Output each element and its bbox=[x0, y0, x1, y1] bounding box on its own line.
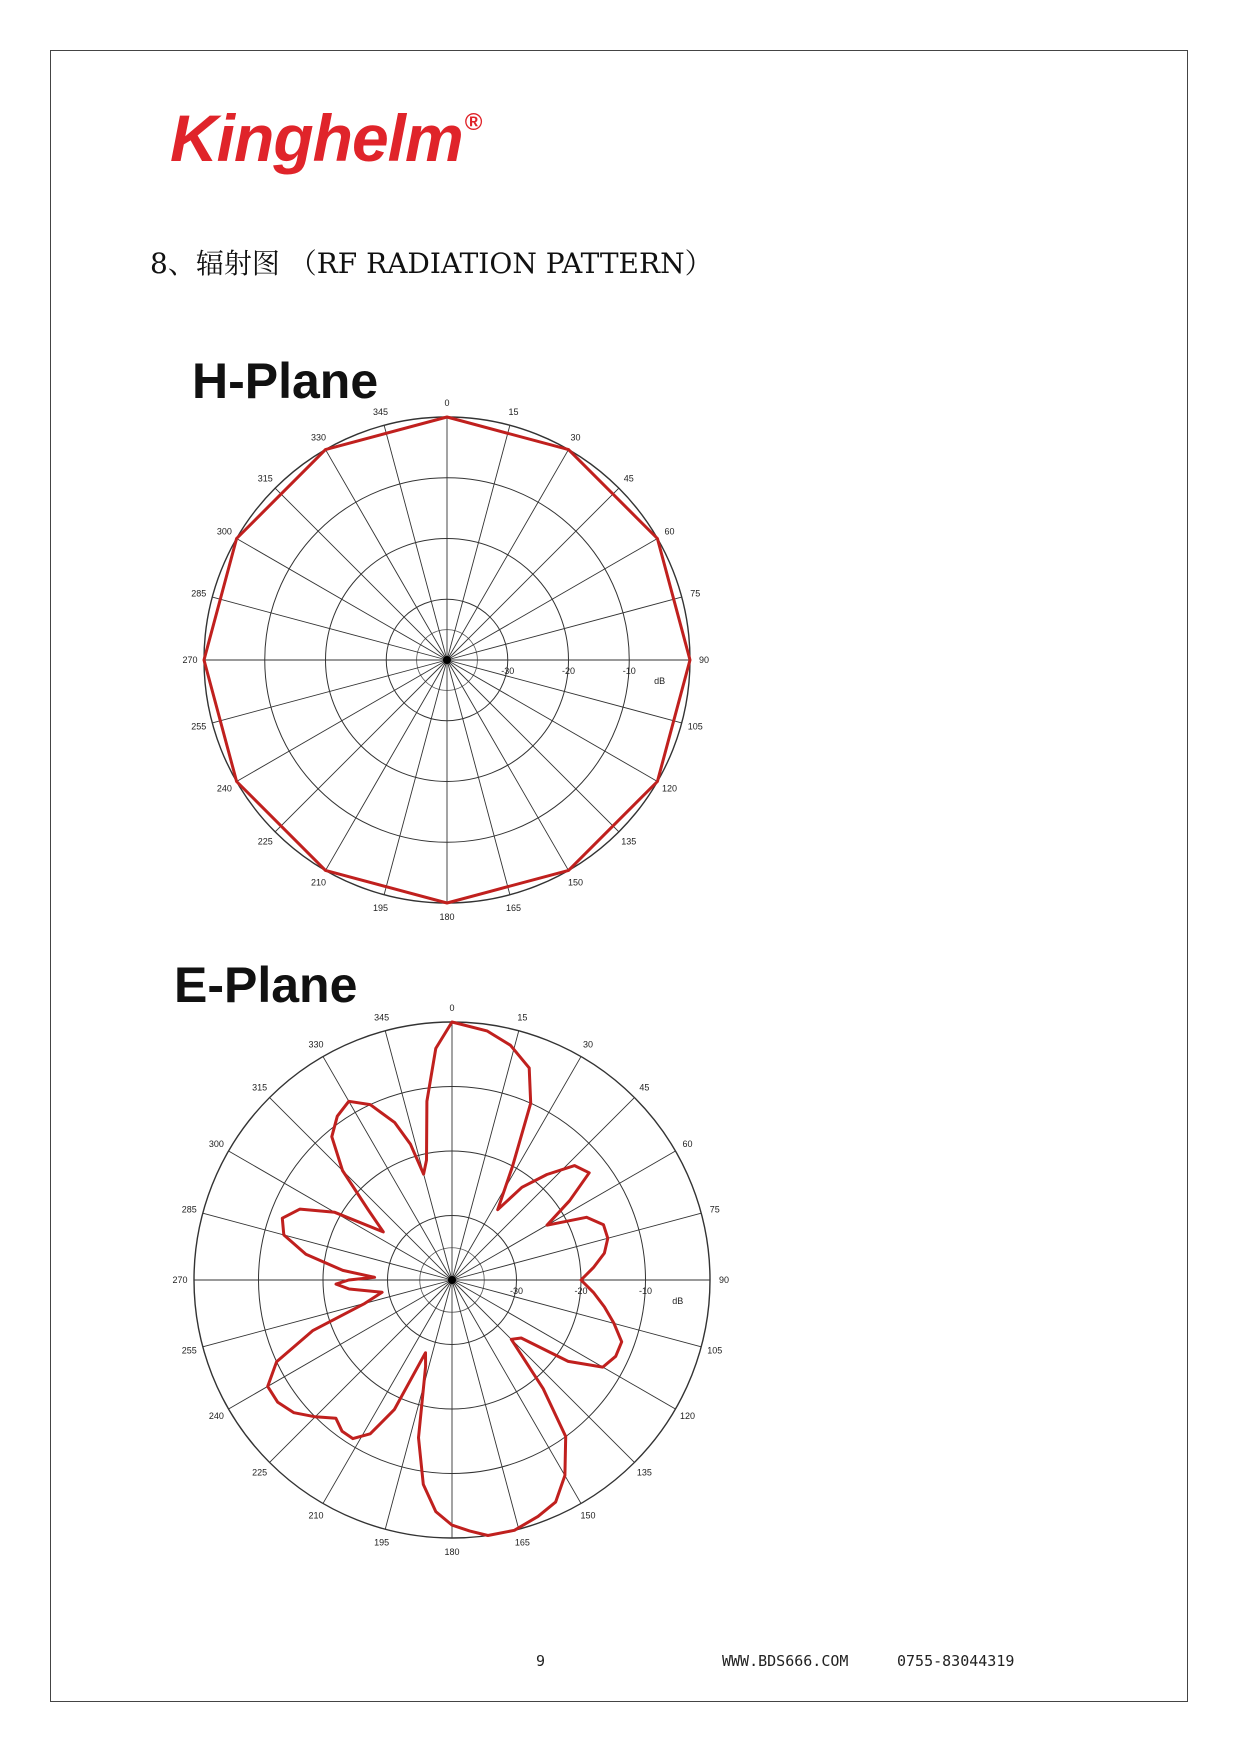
angle-tick-label: 0 bbox=[444, 398, 450, 408]
angle-tick-label: 75 bbox=[690, 588, 701, 599]
angle-tick-label: 225 bbox=[252, 1467, 268, 1478]
polar-spoke bbox=[326, 660, 448, 870]
h-plane-title: H-Plane bbox=[192, 353, 379, 409]
polar-spoke bbox=[275, 660, 447, 832]
angle-tick-label: 150 bbox=[567, 877, 584, 888]
angle-tick-label: 180 bbox=[444, 1547, 460, 1557]
angle-tick-label: 195 bbox=[374, 1537, 390, 1548]
polar-spoke bbox=[384, 425, 447, 660]
angle-tick-label: 285 bbox=[191, 588, 207, 599]
e-plane-polar-chart bbox=[172, 1003, 740, 1560]
polar-spoke bbox=[452, 1280, 675, 1409]
polar-spoke bbox=[452, 1280, 581, 1503]
polar-spoke bbox=[447, 539, 657, 661]
polar-spoke bbox=[270, 1098, 452, 1280]
radial-unit-label: dB bbox=[654, 676, 666, 686]
angle-tick-label: 150 bbox=[580, 1510, 596, 1521]
polar-spoke bbox=[275, 488, 447, 660]
angle-tick-label: 30 bbox=[570, 432, 581, 443]
angle-tick-label: 90 bbox=[698, 655, 710, 665]
polar-spoke bbox=[203, 1213, 452, 1280]
polar-spoke bbox=[452, 1098, 634, 1280]
polar-spoke bbox=[447, 488, 619, 660]
angle-tick-label: 120 bbox=[662, 783, 678, 794]
angle-tick-label: 225 bbox=[257, 836, 273, 847]
polar-spoke bbox=[237, 660, 447, 782]
footer-phone: 0755-83044319 bbox=[897, 1652, 1015, 1670]
polar-spoke bbox=[447, 425, 510, 660]
angle-tick-label: 270 bbox=[172, 1275, 188, 1285]
footer-website: WWW.BDS666.COM bbox=[722, 1652, 849, 1670]
polar-spoke bbox=[452, 1031, 519, 1280]
angle-tick-label: 270 bbox=[182, 655, 198, 665]
angle-tick-label: 195 bbox=[372, 903, 388, 914]
radial-tick-label: -20 bbox=[574, 1286, 588, 1296]
angle-tick-label: 105 bbox=[707, 1345, 723, 1356]
angle-tick-label: 255 bbox=[181, 1345, 197, 1356]
polar-spoke bbox=[203, 1280, 452, 1347]
page-number: 9 bbox=[536, 1652, 546, 1670]
angle-tick-label: 120 bbox=[680, 1411, 696, 1421]
radiation-pattern-curve bbox=[268, 1022, 622, 1536]
polar-spoke bbox=[447, 597, 682, 660]
angle-tick-label: 135 bbox=[636, 1467, 652, 1478]
polar-spoke bbox=[229, 1280, 452, 1409]
polar-spoke bbox=[237, 539, 447, 661]
polar-spoke bbox=[385, 1031, 452, 1280]
polar-spoke bbox=[385, 1280, 452, 1529]
angle-tick-label: 60 bbox=[682, 1139, 693, 1149]
angle-tick-label: 345 bbox=[372, 406, 388, 417]
angle-tick-label: 180 bbox=[439, 912, 455, 922]
section-heading: 8、辐射图 （RF RADIATION PATTERN） bbox=[150, 247, 713, 280]
polar-spoke bbox=[447, 450, 569, 660]
h-plane-polar-chart bbox=[182, 398, 725, 925]
angle-tick-label: 285 bbox=[181, 1204, 197, 1215]
angle-tick-label: 135 bbox=[621, 836, 637, 847]
angle-tick-label: 60 bbox=[664, 526, 675, 537]
polar-spoke bbox=[447, 660, 569, 870]
e-plane-title: E-Plane bbox=[174, 957, 358, 1013]
polar-spoke bbox=[326, 450, 448, 660]
angle-tick-label: 210 bbox=[308, 1510, 324, 1521]
angle-tick-label: 165 bbox=[514, 1537, 530, 1548]
angle-tick-label: 90 bbox=[718, 1275, 730, 1285]
radial-tick-label: -30 bbox=[501, 666, 515, 676]
logo-text: Kinghelm bbox=[170, 101, 463, 175]
angle-tick-label: 300 bbox=[216, 526, 232, 537]
polar-spoke bbox=[447, 660, 657, 782]
radial-tick-label: -20 bbox=[561, 666, 576, 676]
polar-spoke bbox=[452, 1280, 634, 1462]
radial-tick-label: -10 bbox=[622, 666, 636, 676]
radial-tick-label: -10 bbox=[638, 1286, 653, 1296]
angle-tick-label: 330 bbox=[310, 432, 327, 443]
angle-tick-label: 0 bbox=[449, 1003, 455, 1013]
angle-tick-label: 30 bbox=[582, 1039, 594, 1050]
registered-mark: ® bbox=[464, 109, 482, 136]
angle-tick-label: 315 bbox=[257, 473, 273, 484]
angle-tick-label: 45 bbox=[623, 473, 634, 484]
polar-spoke bbox=[452, 1280, 519, 1529]
angle-tick-label: 105 bbox=[687, 721, 703, 732]
angle-tick-label: 240 bbox=[208, 1411, 224, 1421]
angle-tick-label: 240 bbox=[216, 783, 232, 794]
angle-tick-label: 300 bbox=[208, 1139, 224, 1149]
angle-tick-label: 210 bbox=[310, 877, 327, 888]
polar-spoke bbox=[384, 660, 447, 895]
angle-tick-label: 345 bbox=[374, 1012, 390, 1023]
polar-spoke bbox=[212, 597, 447, 660]
angle-tick-label: 45 bbox=[639, 1082, 650, 1093]
polar-spoke bbox=[452, 1213, 701, 1280]
angle-tick-label: 255 bbox=[191, 721, 207, 732]
angle-tick-label: 315 bbox=[252, 1082, 268, 1093]
angle-tick-label: 330 bbox=[308, 1039, 324, 1050]
angle-tick-label: 75 bbox=[709, 1204, 720, 1215]
radial-tick-label: -30 bbox=[509, 1286, 524, 1296]
polar-spoke bbox=[447, 660, 510, 895]
angle-tick-label: 15 bbox=[517, 1012, 528, 1023]
polar-spoke bbox=[212, 660, 447, 723]
angle-tick-label: 15 bbox=[508, 406, 519, 417]
polar-spoke bbox=[447, 660, 619, 832]
radial-unit-label: dB bbox=[672, 1296, 684, 1306]
kinghelm-logo bbox=[170, 100, 481, 176]
polar-center-dot bbox=[448, 1276, 456, 1284]
polar-center-dot bbox=[443, 656, 451, 664]
angle-tick-label: 165 bbox=[506, 903, 522, 914]
